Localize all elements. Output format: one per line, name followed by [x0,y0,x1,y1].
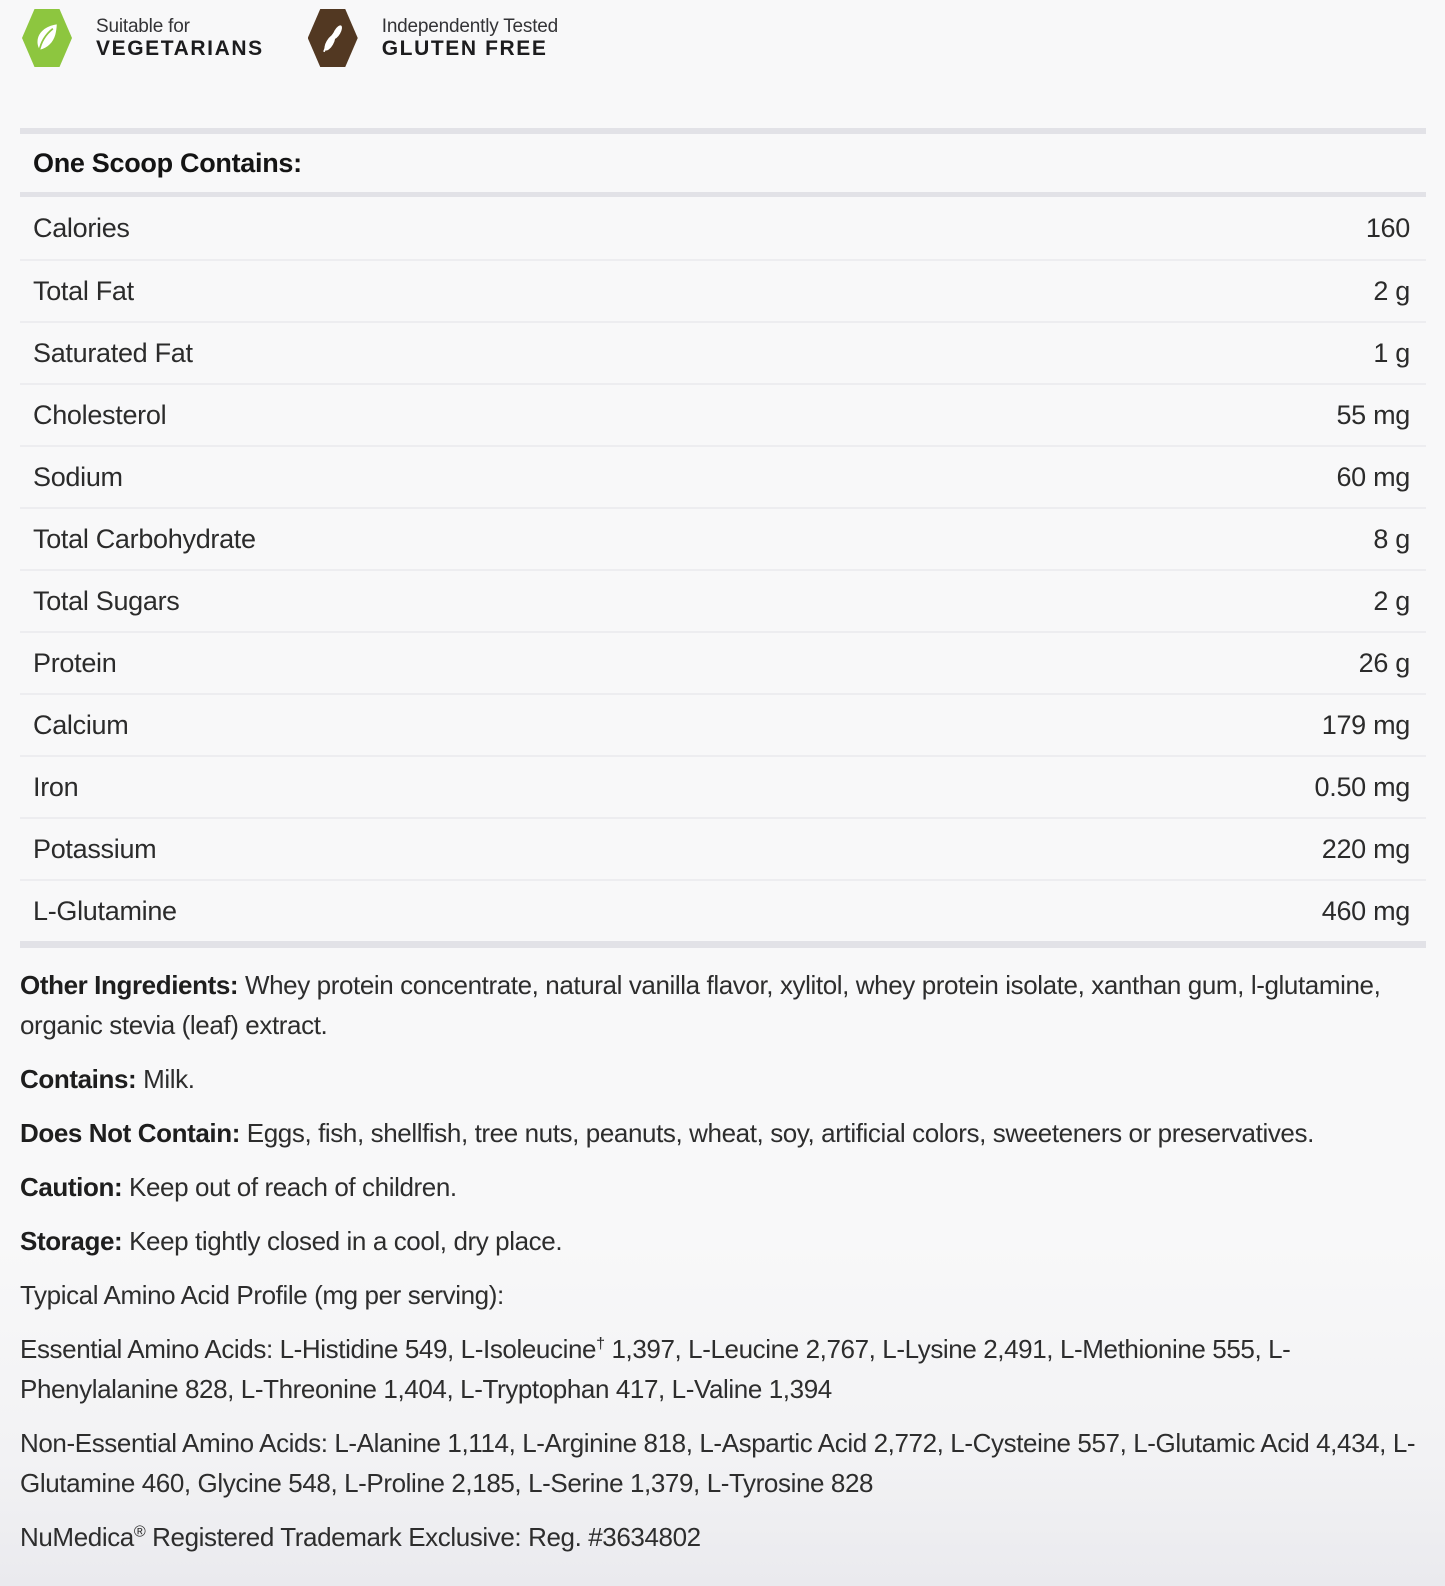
vegetarian-badge-text [96,16,264,60]
nutrient-label: L-Glutamine [33,895,177,926]
nutrient-value: 460 mg [1321,895,1410,926]
nutrient-label: Iron [33,771,79,802]
table-row [20,445,1426,507]
nutrient-value: 60 mg [1336,461,1410,492]
wheat-icon [308,9,358,67]
table-row [20,383,1426,445]
trademark-line: NuMedica® Registered Trademark Exclusive: Reg. #3634802 [20,1522,701,1552]
nutrient-value: 2 g [1373,275,1410,306]
does-not-contain-paragraph: Does Not Contain: Eggs, fish, shellfish, tree nuts, peanuts, wheat, soy, artificial colors, sweeteners or preservatives. [20,1118,1314,1148]
nutrient-value: 26 g [1358,647,1410,678]
nutrient-label: Cholesterol [33,399,167,430]
table-row [20,693,1426,755]
nutrient-value: 220 mg [1321,833,1410,864]
does-not-contain-label: Does Not Contain: [20,1118,240,1148]
leaf-icon [22,9,72,67]
nutrient-label: Potassium [33,833,157,864]
nutrient-label: Total Fat [33,275,134,306]
nutrient-value: 55 mg [1336,399,1410,430]
storage-paragraph: Storage: Keep tightly closed in a cool, dry place. [20,1226,563,1256]
certification-badges [0,0,1445,67]
other-ingredients-label: Other Ingredients: [20,970,239,1000]
contains-paragraph: Contains: Milk. [20,1064,195,1094]
essential-amino-acids-paragraph: Essential Amino Acids: L-Histidine 549, L-Isoleucine† 1,397, L-Leucine 2,767, L-Lysine 2,491, L-Methionine 555, L-Phenylalanine 828, L-Threonine 1,404, L-Tryptophan 417, L-Valine 1,394 [20,1334,1291,1404]
table-row [20,321,1426,383]
dagger-footnote: † [596,1334,605,1353]
table-row [20,817,1426,879]
other-ingredients-paragraph: Other Ingredients: Whey protein concentrate, natural vanilla flavor, xylitol, whey protein isolate, xanthan gum, l-glutamine, organic stevia (leaf) extract. [20,970,1381,1040]
table-row [20,507,1426,569]
nutrient-label: Calories [33,212,130,243]
registered-mark: ® [133,1522,146,1541]
nutrient-label: Protein [33,647,117,678]
storage-label: Storage: [20,1226,123,1256]
nutrient-value: 0.50 mg [1314,771,1410,802]
nutrient-label: Calcium [33,709,129,740]
nutrient-value: 160 [1365,212,1410,243]
gluten-free-badge-subtitle: Independently Tested [381,16,559,37]
nutrient-label: Total Sugars [33,585,180,616]
nutrient-label: Total Carbohydrate [33,523,256,554]
nutrient-value: 1 g [1373,337,1410,368]
nutrient-label: Sodium [33,461,123,492]
contains-label: Contains: [20,1064,137,1094]
table-row [20,569,1426,631]
table-row [20,879,1426,941]
caution-paragraph: Caution: Keep out of reach of children. [20,1172,457,1202]
table-header: One Scoop Contains: [20,134,1426,197]
nutrition-facts-table [20,128,1426,948]
vegetarian-badge-subtitle: Suitable for [96,16,190,37]
amino-profile-title: Typical Amino Acid Profile (mg per serving): [20,1280,504,1310]
caution-label: Caution: [20,1172,123,1202]
brand-name: NuMedica [20,1522,134,1552]
table-row [20,631,1426,693]
nutrient-value: 8 g [1373,523,1410,554]
table-row [20,197,1426,259]
nutrient-value: 2 g [1373,585,1410,616]
gluten-free-badge [308,9,558,67]
nutrient-label: Saturated Fat [33,337,193,368]
product-details [0,948,1445,1557]
table-row [20,259,1426,321]
vegetarian-badge [22,9,264,67]
vegetarian-badge-title: VEGETARIANS [96,37,264,60]
gluten-free-badge-text [382,16,558,60]
table-row [20,755,1426,817]
gluten-free-badge-title: GLUTEN FREE [381,37,548,60]
nutrient-value: 179 mg [1321,709,1410,740]
non-essential-amino-acids-paragraph: Non-Essential Amino Acids: L-Alanine 1,114, L-Arginine 818, L-Aspartic Acid 2,772, L-Cysteine 557, L-Glutamic Acid 4,434, L-Glutamine 460, Glycine 548, L-Proline 2,185, L-Serine 1,379, L-Tyrosine 828 [20,1428,1416,1498]
